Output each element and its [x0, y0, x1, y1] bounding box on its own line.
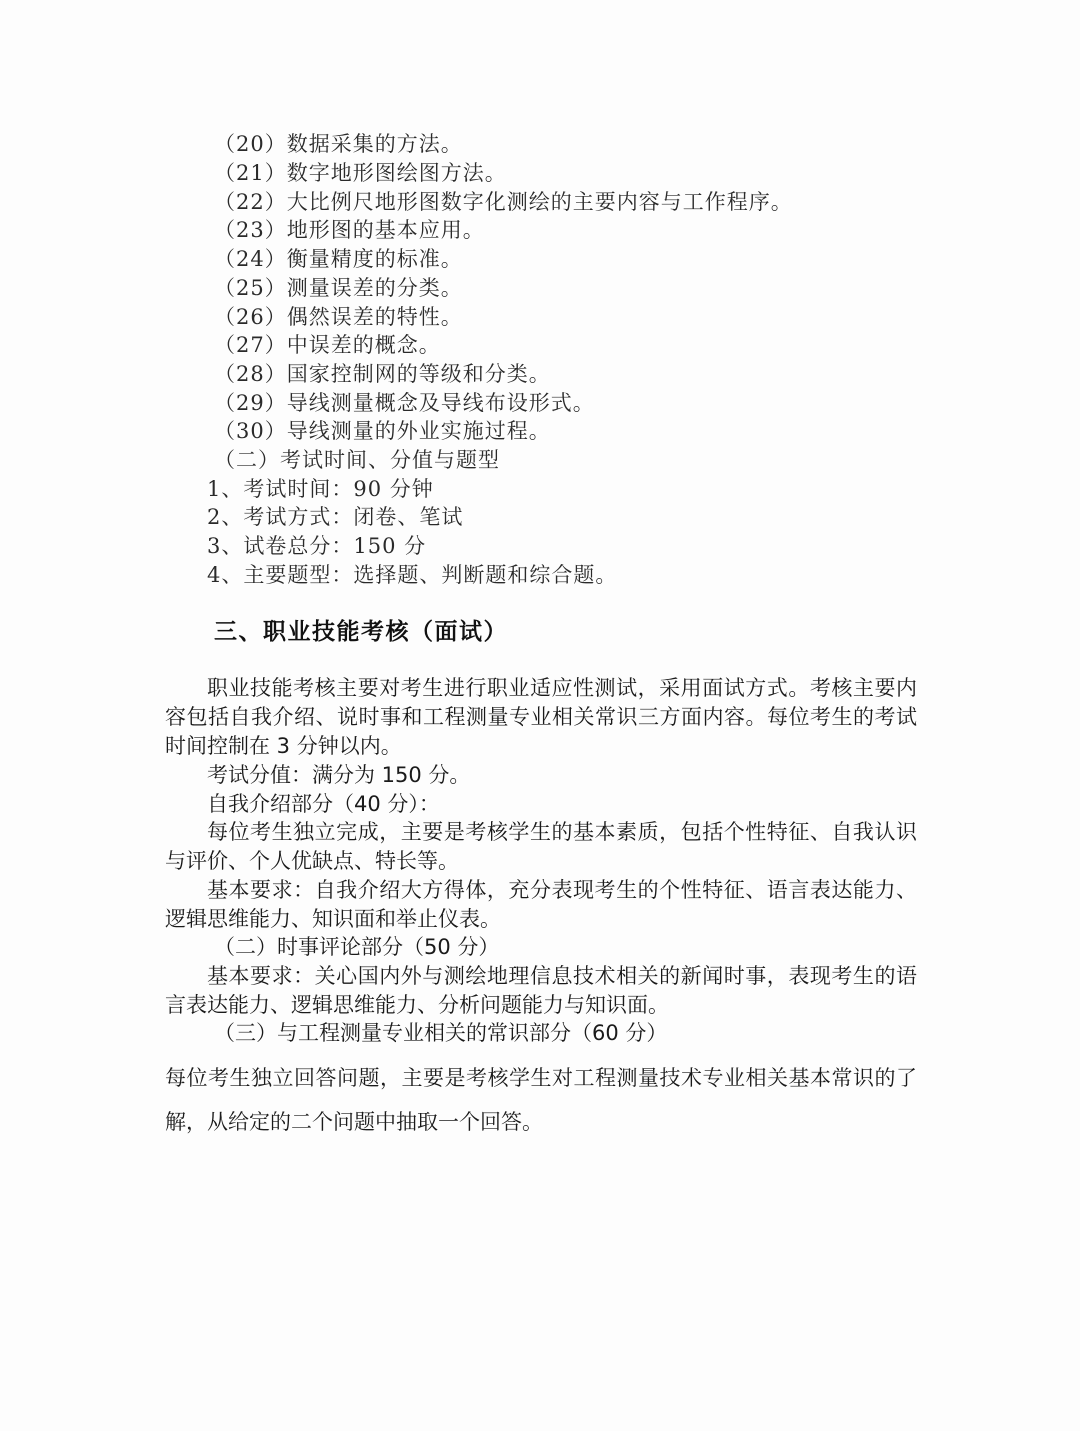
list-item: （24）衡量精度的标准。: [214, 247, 463, 271]
list-item: （20）数据采集的方法。: [214, 132, 463, 156]
section-heading: 三、职业技能考核（面试）: [214, 619, 508, 645]
list-item: （25）测量误差的分类。: [214, 276, 463, 300]
exam-section-title: （二）考试时间、分值与题型: [214, 448, 500, 472]
list-item: （21）数字地形图绘图方法。: [214, 161, 507, 185]
knowledge-paragraph: [165, 1056, 917, 1144]
paragraph-line: 每位考生独立回答问题，主要是考核学生对工程测量技术专业相关基本常识的了: [165, 1066, 917, 1090]
paragraph-line: 每位考生独立完成，主要是考核学生的基本素质，包括个性特征、自我认识: [207, 820, 917, 844]
paragraph-line: 逻辑思维能力、知识面和举止仪表。: [165, 907, 501, 931]
knowledge-title: （三）与工程测量专业相关的常识部分（60 分）: [214, 1021, 668, 1045]
self-intro-requirements: [165, 876, 917, 934]
list-item: （30）导线测量的外业实施过程。: [214, 419, 551, 443]
list-item: （22）大比例尺地形图数字化测绘的主要内容与工作程序。: [214, 190, 793, 214]
list-item: （23）地形图的基本应用。: [214, 218, 485, 242]
current-events-paragraph: [165, 962, 917, 1020]
paragraph-line: 基本要求：关心国内外与测绘地理信息技术相关的新闻时事，表现考生的语: [207, 964, 917, 988]
intro-line: 职业技能考核主要对考生进行职业适应性测试，采用面试方式。考核主要内: [207, 676, 917, 700]
list-item: （28）国家控制网的等级和分类。: [214, 362, 551, 386]
intro-line: 容包括自我介绍、说时事和工程测量专业相关常识三方面内容。每位考生的考试: [165, 705, 917, 729]
current-events-title: （二）时事评论部分（50 分）: [214, 935, 500, 959]
exam-info-item: 4、主要题型：选择题、判断题和综合题。: [207, 563, 618, 587]
paragraph-line: 与评价、个人优缺点、特长等。: [165, 849, 459, 873]
list-item: （27）中误差的概念。: [214, 333, 441, 357]
paragraph-line: 基本要求：自我介绍大方得体，充分表现考生的个性特征、语言表达能力、: [207, 878, 917, 902]
list-item: （29）导线测量概念及导线布设形式。: [214, 391, 595, 415]
self-intro-paragraph: [165, 818, 917, 876]
intro-paragraph: [165, 674, 917, 761]
exam-info-item: 1、考试时间：90 分钟: [207, 477, 434, 501]
self-intro-title: 自我介绍部分（40 分）：: [207, 792, 440, 816]
exam-info-item: 3、试卷总分：150 分: [207, 534, 427, 558]
exam-info-item: 2、考试方式：闭卷、笔试: [207, 505, 464, 529]
score-text: 考试分值：满分为 150 分。: [207, 763, 471, 787]
intro-line: 时间控制在 3 分钟以内。: [165, 734, 402, 758]
paragraph-line: 言表达能力、逻辑思维能力、分析问题能力与知识面。: [165, 993, 669, 1017]
paragraph-line: 解，从给定的二个问题中抽取一个回答。: [165, 1110, 543, 1134]
list-item: （26）偶然误差的特性。: [214, 305, 463, 329]
